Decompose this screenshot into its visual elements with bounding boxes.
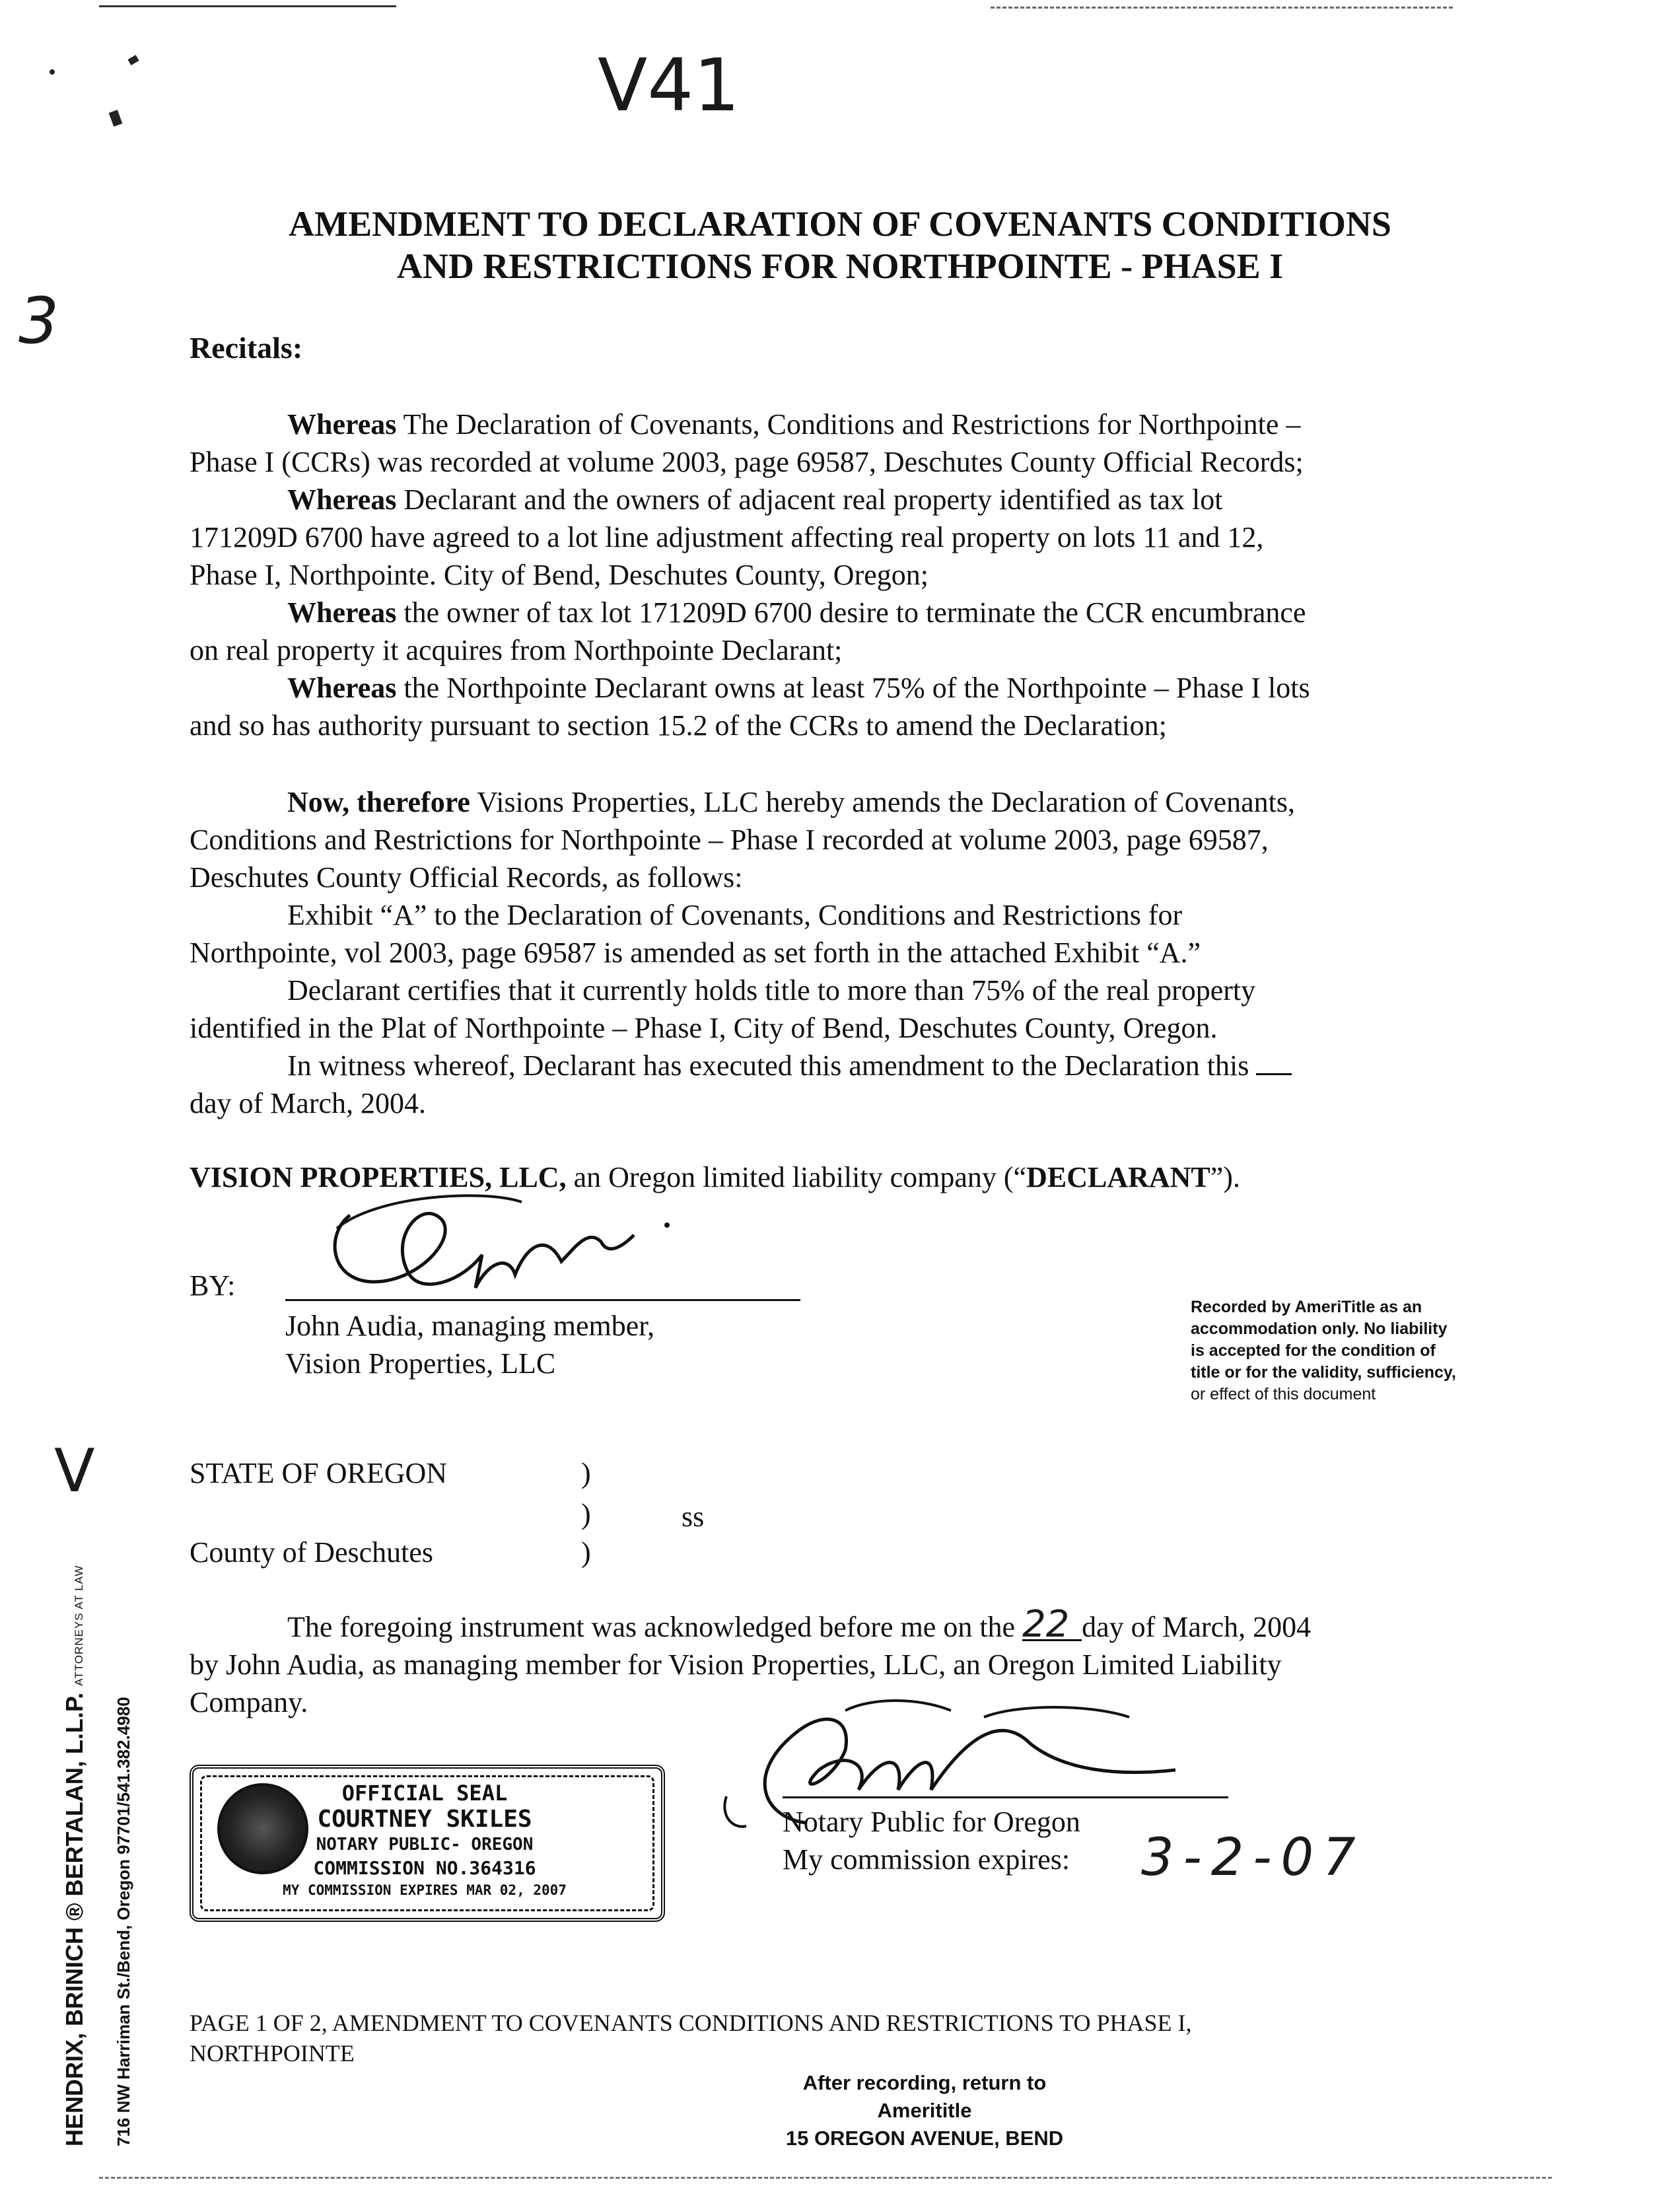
notary-signature-line [783, 1796, 1228, 1798]
venue-paren: ) [581, 1536, 591, 1569]
law-firm-sidebar: HENDRIX, BRINICH ® BERTALAN, L.L.P. ATTORNEYS AT LAW [61, 1565, 88, 2146]
seal-commission-expires: MY COMMISSION EXPIRES MAR 02, 2007 [283, 1882, 567, 1898]
recital-lead: Whereas [287, 408, 397, 441]
recital-3: Whereas the owner of tax lot 171209D 6700 desire to terminate the CCR encumbrance on real property it acquires from Northpointe Declarant; [190, 596, 1306, 666]
witness-day-blank [1256, 1047, 1292, 1075]
certification-clause: Declarant certifies that it currently holds title to more than 75% of the real property [287, 974, 1256, 1007]
operative-paragraph: Now, therefore Visions Properties, LLC hereby amends the Declaration of Covenants, Conditions and Restrictions for Northpointe – Phase I recorded at volume 2003, page 69587, Deschutes County Official Records, as follows: Exhibit “A” to the Declaration of Covenants, Conditions and Restrictions for Northpointe, vol 2003, page 69587 is amended as set forth in the attached Exhibit “A.” Declarant certifies that it currently holds title to more than 75% of the real property identified in the Plat of Northpointe – Phase I, City of Bend, Deschutes County, Oregon. In witness whereof, Declarant has executed this amendment to the Declaration this day of March, 2004. [190, 783, 1510, 1122]
page-footer: PAGE 1 OF 2, AMENDMENT TO COVENANTS CONDITIONS AND RESTRICTIONS TO PHASE I, NORTHPOINTE [190, 2010, 1192, 2066]
scan-bottom-dashes [99, 2177, 1552, 2179]
scan-speck [109, 110, 123, 126]
recital-4: Whereas the Northpointe Declarant owns at least 75% of the Northpointe – Phase I lots and so has authority pursuant to section 15.2 of the CCRs to amend the Declaration; [190, 672, 1310, 742]
seal-line-3: NOTARY PUBLIC- OREGON [316, 1835, 534, 1854]
declarant-line: VISION PROPERTIES, LLC, an Oregon limited liability company (“DECLARANT”). [190, 1161, 1240, 1193]
handwritten-check-mark: V [54, 1436, 95, 1506]
witness-clause: In witness whereof, Declarant has executed this amendment to the Declaration this [190, 1047, 1510, 1084]
handwritten-file-mark: V41 [598, 43, 740, 127]
scan-speck [50, 69, 55, 75]
acknowledgment: The foregoing instrument was acknowledged before me on the 22 day of March, 2004 by John Audia, as managing member for Vision Properties, LLC, an Oregon Limited Liability Company. [190, 1603, 1312, 1718]
scan-top-dashes [991, 7, 1453, 9]
venue-paren: ) [581, 1498, 591, 1530]
venue-county: County of Deschutes [190, 1536, 434, 1569]
seal-title: OFFICIAL SEAL [341, 1781, 508, 1806]
venue-state: STATE OF OREGON [190, 1457, 448, 1489]
acknowledgment-day-handwritten: 22 [1022, 1610, 1082, 1641]
venue-paren: ) [581, 1457, 591, 1489]
official-notary-seal [190, 1765, 665, 1922]
recital-2: Whereas Declarant and the owners of adjacent real property identified as tax lot 171209D 6700 have agreed to a lot line adjustment affecting real property on lots 11 and 12, Phase I, Northpointe. City of Bend, Deschutes County, Oregon; [190, 483, 1264, 591]
recital-lead: Whereas [287, 672, 397, 704]
seal-commission-number: COMMISSION NO.364316 [313, 1857, 536, 1879]
recording-disclaimer-stamp: Recorded by AmeriTitle as an accommodation only. No liability is accepted for the condition of title or for the validity, sufficiency, or effect of this document [1191, 1298, 1456, 1403]
return-after-recording: After recording, return to Amerititle 15 OREGON AVENUE, BEND [785, 2071, 1064, 2150]
scan-top-rule [99, 5, 396, 7]
recitals-heading: Recitals: [190, 331, 303, 365]
document-title-line-2: AND RESTRICTIONS FOR NORTHPOINTE - PHASE I [396, 246, 1284, 286]
handwritten-margin-mark: 3 [18, 284, 59, 358]
recital-lead: Whereas [287, 483, 397, 516]
by-label: BY: [190, 1269, 236, 1302]
seal-notary-name: COURTNEY SKILES [317, 1806, 532, 1833]
exhibit-clause: Exhibit “A” to the Declaration of Covenants, Conditions and Restrictions for [287, 899, 1183, 931]
scan-speck [127, 55, 139, 65]
operative-lead: Now, therefore [287, 786, 470, 818]
venue-ss: ss [682, 1501, 705, 1533]
commission-expiry-handwritten: 3-2-07 [1141, 1828, 1365, 1888]
document-title-line-1: AMENDMENT TO DECLARATION OF COVENANTS CONDITIONS [289, 204, 1391, 244]
signer-name: John Audia, managing member, Vision Properties, LLC [285, 1310, 655, 1380]
recital-lead: Whereas [287, 596, 397, 629]
law-firm-address: 716 NW Harriman St./Bend, Oregon 97701/541.382.4980 [114, 1697, 133, 2146]
recital-1: Whereas The Declaration of Covenants, Conditions and Restrictions for Northpointe – Phase I (CCRs) was recorded at volume 2003, page 69587, Deschutes County Official Records; [190, 408, 1304, 478]
notary-title: Notary Public for Oregon My commission expires: [783, 1806, 1080, 1876]
signature-scribble [310, 1189, 680, 1314]
